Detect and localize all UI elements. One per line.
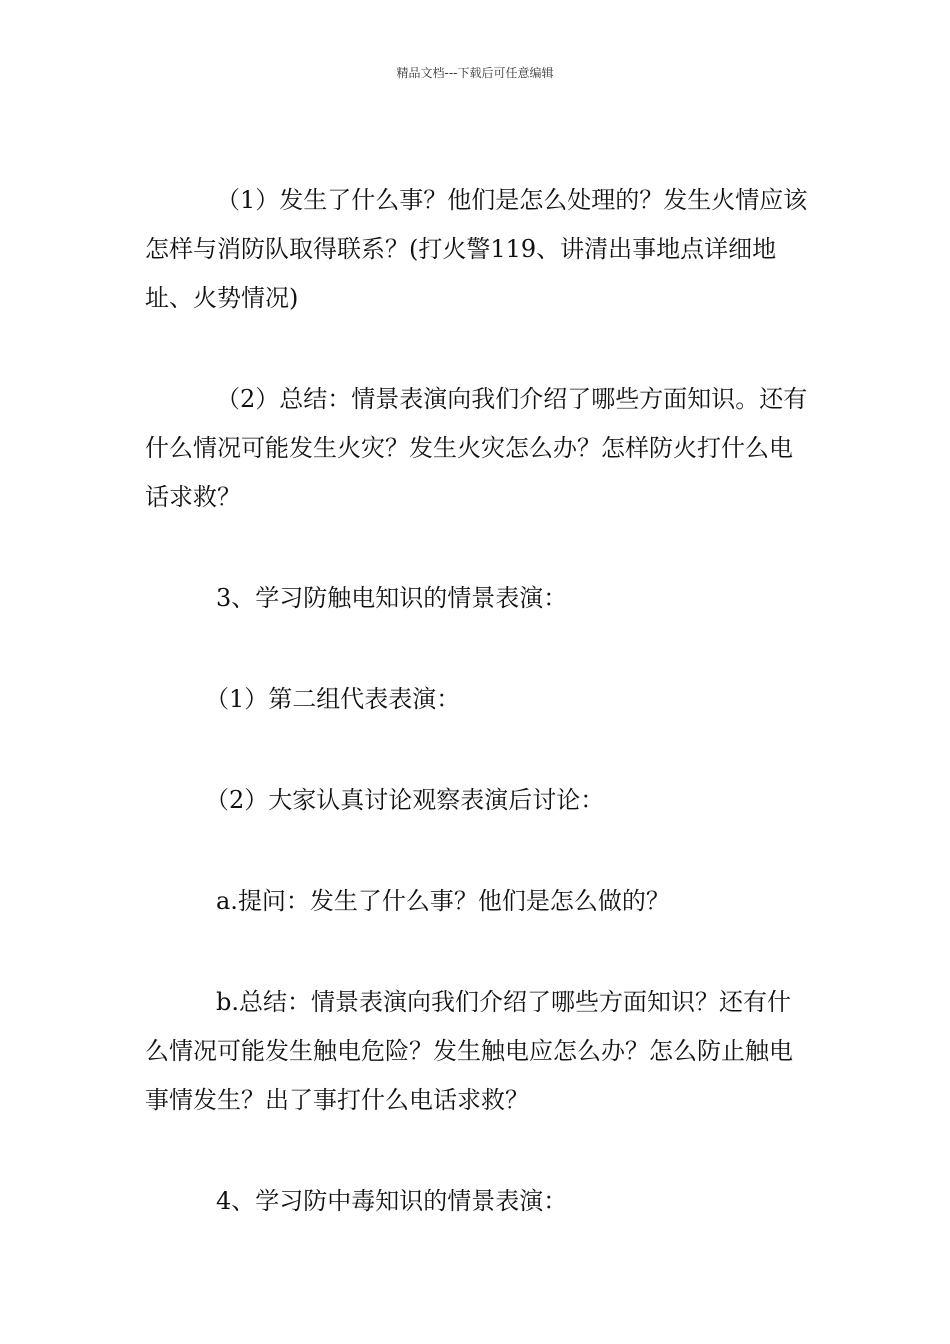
paragraph-electric-summary: b.总结：情景表演向我们介绍了哪些方面知识？还有什么情况可能发生触电危险？发生触电应怎么办？怎么防止触电事情发生？出了事打什么电话求救？ [145, 988, 793, 1114]
paragraph-electric-question: a.提问：发生了什么事？他们是怎么做的？ [216, 887, 670, 915]
paragraph-poison-heading: 4、学习防中毒知识的情景表演： [216, 1187, 568, 1215]
paragraph-electric-heading: 3、学习防触电知识的情景表演： [216, 584, 568, 612]
paragraph-electric-performance: （1）第二组代表表演： [205, 685, 461, 713]
paragraph-fire-summary: （2）总结：情景表演向我们介绍了哪些方面知识。还有什么情况可能发生火灾？发生火灾怎么办？怎样防火打什么电话求救？ [145, 385, 808, 511]
page-header: 精品文档---下载后可任意编辑 [396, 66, 554, 80]
paragraph-fire-question: （1）发生了什么事？他们是怎么处理的？发生火情应该怎样与消防队取得联系？(打火警119、讲清出事地点详细地址、火势情况) [145, 186, 808, 312]
document-body [145, 176, 810, 1226]
paragraph-electric-discussion: （2）大家认真讨论观察表演后讨论： [205, 786, 605, 814]
